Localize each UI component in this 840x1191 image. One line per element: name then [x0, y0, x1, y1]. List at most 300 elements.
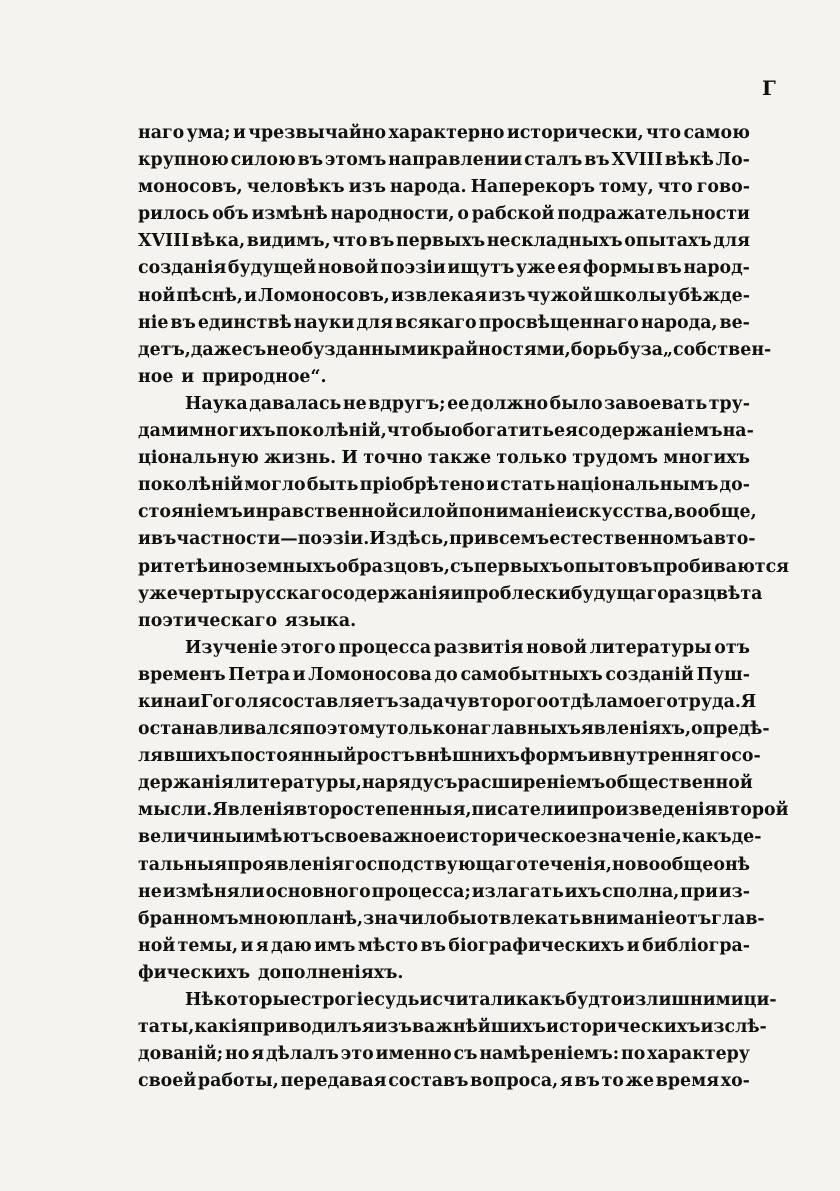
- word: стояніемъ: [138, 502, 243, 523]
- word: Явленія: [212, 800, 296, 821]
- word: свое: [324, 827, 370, 848]
- text-line: [138, 364, 750, 391]
- word: теченія,: [528, 854, 612, 875]
- word: но: [225, 1044, 250, 1065]
- word: детъ,: [138, 339, 191, 360]
- word: поэтическаго: [138, 610, 278, 631]
- text-line: [138, 852, 750, 879]
- word: тру-: [708, 393, 750, 414]
- word: бранномъ: [138, 908, 239, 929]
- word: отвлекать: [476, 908, 581, 929]
- word: съ: [433, 773, 458, 794]
- word: тому,: [598, 177, 654, 198]
- word: всякаго: [395, 312, 477, 333]
- word: для: [713, 231, 750, 252]
- word: онѣ: [713, 854, 750, 875]
- word: останавливался: [138, 719, 303, 740]
- word: сталъ: [524, 150, 583, 171]
- word: опытахъ: [624, 231, 712, 252]
- word: поколѣній: [138, 475, 244, 496]
- word: образцовъ,: [336, 556, 450, 577]
- text-line: [138, 689, 757, 716]
- word: основного: [265, 881, 371, 902]
- word: я: [559, 1071, 573, 1092]
- word: судьи: [374, 990, 433, 1010]
- word: значеніе,: [586, 827, 682, 848]
- text-line: [138, 472, 750, 499]
- word: съ: [449, 556, 474, 577]
- text-line: [138, 879, 750, 906]
- word: фическихъ: [138, 962, 251, 983]
- word: крайностями,: [429, 339, 571, 360]
- word: моего: [617, 691, 678, 712]
- word: вообще: [636, 854, 714, 875]
- word: ной: [138, 935, 176, 956]
- word: ищутъ: [447, 258, 515, 279]
- text-line: [138, 120, 750, 147]
- word: то: [601, 1071, 624, 1092]
- word: будущей: [227, 258, 317, 279]
- word: де-: [731, 827, 762, 848]
- word: рилось: [138, 204, 210, 225]
- word: Ломоносова: [308, 664, 432, 685]
- body-text: [138, 120, 790, 1095]
- word: отъ: [714, 637, 750, 658]
- word: таты,: [138, 1017, 195, 1038]
- word: этого: [280, 637, 336, 658]
- word: и: [232, 123, 246, 143]
- word: объ: [212, 204, 249, 225]
- word: Наука: [185, 393, 248, 414]
- word: силою: [230, 150, 296, 171]
- word: я: [251, 1044, 265, 1065]
- word: убѣжде-: [667, 285, 750, 306]
- text-line: [138, 391, 750, 418]
- word: второго: [467, 691, 549, 712]
- word: только: [496, 448, 568, 469]
- word: дами: [138, 421, 189, 442]
- word: из-: [718, 881, 750, 902]
- word: ея: [557, 258, 582, 279]
- word: содержанія: [332, 583, 451, 604]
- word: какія: [194, 1017, 251, 1038]
- word: и: [242, 502, 256, 523]
- text-line: [138, 174, 750, 201]
- word: библіогра-: [642, 935, 750, 956]
- word: вопроса,: [470, 1071, 559, 1092]
- word: XVIII: [138, 231, 190, 252]
- word: излишними: [622, 990, 744, 1010]
- word: въ: [297, 150, 324, 171]
- word: поэзіи: [380, 258, 446, 279]
- word: могло: [244, 475, 306, 496]
- word: уже: [138, 583, 178, 604]
- word: быть: [306, 475, 359, 496]
- word: жизнь.: [264, 448, 337, 469]
- word: господствующаго: [344, 854, 528, 875]
- word: работы,: [197, 1071, 279, 1092]
- text-line: [138, 906, 765, 933]
- word: и: [450, 583, 464, 604]
- word: въ: [574, 1071, 600, 1092]
- text-line: [138, 445, 750, 472]
- text-line: [138, 283, 750, 310]
- text-line: [138, 797, 789, 824]
- word: мысли.: [138, 800, 213, 821]
- word: и: [181, 366, 195, 387]
- text-line: [138, 635, 750, 662]
- word: пѣснѣ,: [176, 285, 243, 306]
- word: народности,: [330, 204, 455, 225]
- word: темы,: [177, 935, 239, 956]
- word: историческихъ: [546, 1017, 701, 1038]
- word: проблески: [463, 583, 571, 604]
- word: и: [187, 691, 201, 712]
- word: писатели: [471, 800, 567, 821]
- word: Пуш-: [696, 664, 750, 685]
- word: имъ: [314, 935, 356, 956]
- word: характеру: [647, 1044, 750, 1065]
- word: здѣсь,: [385, 529, 450, 550]
- word: явленіяхъ,: [580, 719, 692, 740]
- word: вѣка,: [190, 231, 246, 252]
- word: этомъ: [324, 150, 387, 171]
- word: Гоголя: [200, 691, 272, 712]
- text-line: [138, 581, 763, 608]
- word: всемъ: [486, 529, 550, 550]
- word: внѣшнихъ: [414, 746, 520, 767]
- word: съ: [453, 1044, 478, 1065]
- word: крупною: [138, 150, 229, 171]
- word: народа,: [640, 312, 718, 333]
- word: за: [640, 339, 664, 360]
- word: черты: [177, 583, 242, 604]
- word: силой: [398, 502, 459, 523]
- word: пониманіе: [458, 502, 566, 523]
- word: второстепенныя,: [295, 800, 472, 821]
- word: русскаго: [241, 583, 333, 604]
- word: народ-: [683, 258, 750, 279]
- word: даже: [190, 339, 243, 360]
- word: человѣкъ: [246, 177, 345, 198]
- word: Ломоносовъ,: [258, 285, 390, 306]
- word: иноземныхъ: [207, 556, 337, 577]
- word: глав-: [711, 908, 765, 929]
- word: біографическихъ: [448, 935, 625, 956]
- word: изъ: [488, 285, 526, 306]
- word: и: [292, 664, 306, 685]
- word: трудомъ: [572, 448, 658, 469]
- word: постоянный: [230, 746, 357, 767]
- word: разцвѣта: [668, 583, 763, 604]
- word: время: [655, 1071, 720, 1092]
- word: дованій;: [138, 1044, 224, 1065]
- word: какъ: [515, 990, 566, 1010]
- word: при: [449, 529, 487, 550]
- word: даю: [271, 935, 312, 956]
- text-line: [138, 526, 756, 553]
- text-line: [138, 824, 762, 851]
- text-line: [138, 499, 757, 526]
- word: Наперекоръ: [470, 177, 595, 198]
- word: имѣютъ: [242, 827, 325, 848]
- word: авто-: [702, 529, 756, 550]
- word: въ: [420, 935, 446, 956]
- word: вѣкѣ: [664, 150, 714, 171]
- word: держанія: [138, 773, 234, 794]
- text-line: [138, 1068, 750, 1095]
- word: самобытныхъ: [460, 664, 603, 685]
- word: стать: [500, 475, 556, 496]
- word: бы: [447, 908, 477, 929]
- word: чтобы: [386, 421, 451, 442]
- word: отдѣла: [548, 691, 618, 712]
- word: будто: [565, 990, 623, 1010]
- word: школы: [593, 285, 667, 306]
- word: единствѣ: [197, 312, 292, 333]
- word: вдругъ;: [368, 393, 446, 414]
- word: задачу: [398, 691, 468, 712]
- word: Петра: [228, 664, 290, 685]
- word: рабской: [471, 204, 555, 225]
- word: планѣ,: [295, 908, 364, 929]
- word: при: [680, 881, 718, 902]
- word: „собствен-: [663, 339, 772, 360]
- word: вниманіе: [580, 908, 676, 929]
- word: содержаніемъ: [577, 421, 723, 442]
- word: давалась: [249, 393, 342, 414]
- word: изъ: [348, 177, 386, 198]
- word: составъ: [388, 1071, 469, 1092]
- word: народа.: [389, 177, 467, 198]
- word: частности—поэзіи.: [176, 529, 370, 550]
- word: чрезвычайно: [248, 123, 387, 143]
- word: подражательности: [557, 204, 750, 225]
- word: ціональную: [138, 448, 259, 469]
- word: для: [356, 312, 394, 333]
- text-line: [138, 255, 750, 282]
- word: естественномъ: [549, 529, 703, 550]
- word: поэтому: [302, 719, 387, 740]
- text-line: [138, 608, 750, 635]
- word: и: [240, 935, 254, 956]
- word: пріобрѣтено: [359, 475, 485, 496]
- word: точно: [363, 448, 423, 469]
- word: считали: [432, 990, 516, 1010]
- word: ци-: [743, 990, 777, 1010]
- word: опытовъ: [563, 556, 653, 577]
- word: языка.: [284, 610, 357, 631]
- word: ея: [553, 421, 578, 442]
- word: ихъ: [564, 881, 602, 902]
- word: опредѣ-: [691, 719, 770, 740]
- word: важное: [369, 827, 446, 848]
- word: и: [566, 800, 579, 821]
- word: было: [549, 393, 603, 414]
- word: строгіе: [300, 990, 375, 1010]
- word: по: [620, 1044, 646, 1065]
- word: въ: [656, 258, 682, 279]
- word: новой: [317, 258, 379, 279]
- word: именно: [375, 1044, 452, 1065]
- word: общественной: [605, 773, 753, 794]
- word: что: [646, 123, 682, 143]
- word: характерно: [388, 123, 505, 143]
- word: новой: [526, 637, 588, 658]
- word: отъ: [675, 908, 712, 929]
- word: лявшихъ: [138, 746, 231, 767]
- word: тальныя: [138, 854, 228, 875]
- page-number: Г: [762, 76, 776, 100]
- word: чужой: [526, 285, 593, 306]
- word: намѣреніемъ:: [479, 1044, 620, 1065]
- text-line: [138, 960, 750, 987]
- word: литературы,: [233, 773, 362, 794]
- word: моносовъ,: [138, 177, 243, 198]
- word: я: [361, 1017, 375, 1038]
- word: завоевать: [604, 393, 708, 414]
- word: И: [341, 448, 358, 469]
- word: кина: [138, 691, 188, 712]
- word: излагать: [471, 881, 564, 902]
- word: и: [138, 529, 151, 550]
- word: и: [587, 746, 601, 767]
- word: и: [626, 935, 640, 956]
- word: Ло-: [715, 150, 750, 171]
- text-line: [138, 228, 750, 255]
- word: не: [138, 881, 162, 902]
- word: дополненіяхъ.: [257, 962, 404, 983]
- word: ростъ: [356, 746, 415, 767]
- word: второй: [717, 800, 789, 821]
- word: природное“.: [201, 366, 327, 387]
- word: что: [657, 177, 693, 198]
- word: въ: [584, 150, 610, 171]
- word: расширеніемъ: [457, 773, 606, 794]
- word: измѣняли: [162, 881, 265, 902]
- word: приводилъ: [250, 1017, 362, 1038]
- word: созданія: [138, 258, 227, 279]
- word: самою: [683, 123, 750, 143]
- word: не: [342, 393, 367, 414]
- word: внутренняго: [600, 746, 732, 767]
- word: многихъ: [188, 421, 276, 442]
- word: ума;: [186, 123, 231, 143]
- word: важнѣйшихъ: [411, 1017, 546, 1038]
- word: вообще,: [673, 502, 757, 523]
- text-line: [138, 933, 750, 960]
- word: своей: [138, 1071, 197, 1092]
- word: ве-: [719, 312, 750, 333]
- text-line: [138, 418, 754, 445]
- word: борьбу: [570, 339, 641, 360]
- word: временъ: [138, 664, 226, 685]
- text-line: [138, 310, 750, 337]
- word: извлекая: [391, 285, 488, 306]
- text-line: [138, 554, 790, 581]
- word: ритетѣ: [138, 556, 208, 577]
- word: передавая: [280, 1071, 387, 1092]
- text-line: [138, 743, 761, 770]
- word: что: [332, 231, 368, 252]
- word: нескладныхъ: [486, 231, 623, 252]
- word: науки: [293, 312, 355, 333]
- word: величины: [138, 827, 243, 848]
- text-line: [138, 1041, 750, 1068]
- word: изслѣ-: [700, 1017, 767, 1038]
- word: ряду: [385, 773, 434, 794]
- word: о: [457, 204, 469, 225]
- word: видимъ,: [246, 231, 331, 252]
- word: до: [434, 664, 458, 685]
- word: историческое: [445, 827, 587, 848]
- word: на-: [722, 421, 754, 442]
- word: должно: [470, 393, 549, 414]
- word: процесса: [338, 637, 432, 658]
- word: мѣсто: [357, 935, 419, 956]
- word: наго: [138, 123, 185, 143]
- word: поколѣній,: [275, 421, 387, 442]
- word: гово-: [696, 177, 750, 198]
- word: будущаго: [570, 583, 669, 604]
- text-line: [138, 1014, 767, 1041]
- word: но: [612, 854, 637, 875]
- text-line: [138, 770, 753, 797]
- word: просвѣщеннаго: [478, 312, 639, 333]
- word: исторически,: [506, 123, 644, 143]
- word: произведенія: [578, 800, 718, 821]
- text-line: [138, 662, 750, 689]
- word: же: [625, 1071, 655, 1092]
- word: развитія: [433, 637, 524, 658]
- word: многихъ: [663, 448, 750, 469]
- word: XVIII: [611, 150, 663, 171]
- word: изъ: [374, 1017, 412, 1038]
- text-line: [138, 337, 772, 364]
- word: въ: [170, 312, 196, 333]
- word: пробиваются: [652, 556, 790, 577]
- word: процесса;: [371, 881, 471, 902]
- word: въ: [368, 231, 395, 252]
- word: ее: [447, 393, 470, 414]
- word: это: [340, 1044, 374, 1065]
- word: я: [255, 935, 269, 956]
- word: главныхъ: [480, 719, 581, 740]
- word: первыхъ: [473, 556, 564, 577]
- word: дѣлалъ: [265, 1044, 339, 1065]
- text-line: [138, 987, 777, 1014]
- word: направлении: [388, 150, 523, 171]
- word: въ: [150, 529, 177, 550]
- word: необузданными: [266, 339, 430, 360]
- word: Изученіе: [185, 637, 278, 658]
- word: со-: [731, 746, 761, 767]
- word: Я: [740, 691, 757, 712]
- word: національнымъ: [556, 475, 719, 496]
- word: до-: [719, 475, 750, 496]
- word: также: [427, 448, 492, 469]
- word: значило: [363, 908, 448, 929]
- word: уже: [515, 258, 556, 279]
- word: формъ: [519, 746, 588, 767]
- word: ной: [138, 285, 176, 306]
- word: на: [456, 719, 481, 740]
- word: только: [386, 719, 457, 740]
- text-line: [138, 147, 750, 174]
- word: проявленія: [227, 854, 345, 875]
- word: искусства,: [565, 502, 674, 523]
- word: литературы: [589, 637, 712, 658]
